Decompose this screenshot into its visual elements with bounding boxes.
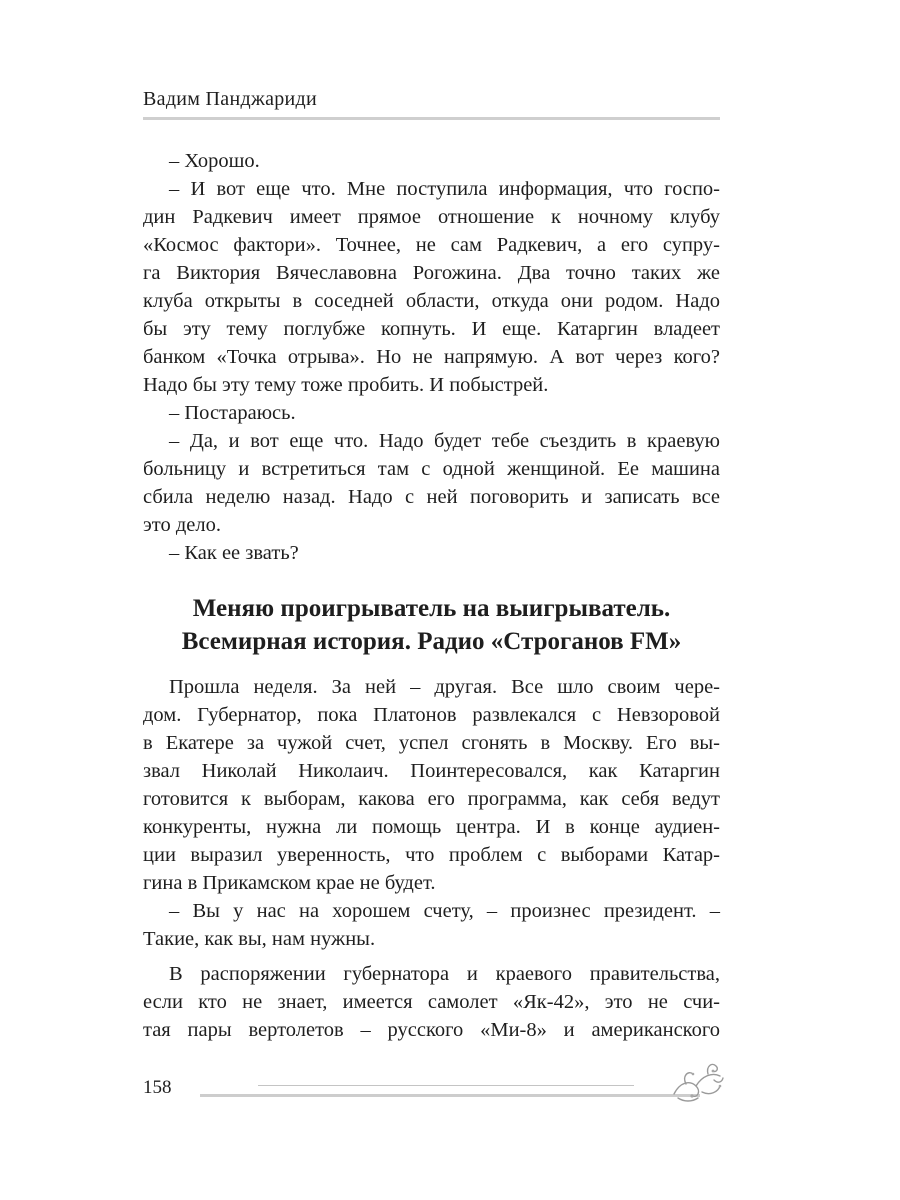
chapter-title-line-2: Всемирная история. Радио «Строганов FM» bbox=[181, 628, 682, 655]
text-line: бы эту тему поглубже копнуть. И еще. Катаргин владеет bbox=[143, 318, 720, 340]
text-line: банком «Точка отрыва». Но не напрямую. А вот через кого? bbox=[143, 346, 720, 368]
text-line: – Как ее звать? bbox=[169, 542, 299, 564]
text-line: ции выразил уверенность, что проблем с выборами Катар- bbox=[143, 844, 720, 866]
text-line: Прошла неделя. За ней – другая. Все шло своим чере- bbox=[169, 676, 720, 698]
page-number: 158 bbox=[143, 1077, 172, 1098]
text-line: тая пары вертолетов – русского «Ми-8» и американского bbox=[143, 1019, 720, 1041]
chapter-heading bbox=[143, 592, 720, 658]
text-line: сбила неделю назад. Надо с ней поговорить и записать все bbox=[143, 486, 720, 508]
text-line: в Екатере за чужой счет, успел сгонять в Москву. Его вы- bbox=[143, 732, 720, 754]
text-line: – И вот еще что. Мне поступила информация, что госпо- bbox=[169, 178, 720, 200]
text-line: – Вы у нас на хорошем счету, – произнес президент. – bbox=[169, 900, 720, 922]
dialogue-block bbox=[143, 147, 720, 567]
text-line: конкуренты, нужна ли помощь центра. И в конце аудиен- bbox=[143, 816, 720, 838]
header-rule bbox=[143, 117, 720, 120]
running-head-author: Вадим Панджариди bbox=[143, 88, 318, 110]
paragraph-block-2 bbox=[143, 960, 720, 1044]
floral-ornament-icon bbox=[668, 1058, 726, 1104]
text-line: дом. Губернатор, пока Платонов развлекался с Невзоровой bbox=[143, 704, 720, 726]
text-line: «Космос фактори». Точнее, не сам Радкевич, а его супру- bbox=[143, 234, 720, 256]
text-line: звал Николай Николаич. Поинтересовался, как Катаргин bbox=[143, 760, 720, 782]
text-line: если кто не знает, имеется самолет «Як-42», это не счи- bbox=[143, 991, 720, 1013]
text-line: В распоряжении губернатора и краевого правительства, bbox=[169, 963, 720, 985]
footer-rule-thin bbox=[258, 1085, 634, 1086]
text-line: – Постараюсь. bbox=[169, 402, 296, 424]
text-line: га Виктория Вячеславовна Рогожина. Два точно таких же bbox=[143, 262, 720, 284]
text-line: – Хорошо. bbox=[169, 150, 260, 172]
text-line: Такие, как вы, нам нужны. bbox=[143, 928, 376, 950]
paragraph-block-1 bbox=[143, 673, 720, 953]
text-line: гина в Прикамском крае не будет. bbox=[143, 872, 436, 894]
chapter-title-line-1: Меняю проигрыватель на выигрыватель. bbox=[192, 595, 671, 622]
footer-rule bbox=[200, 1094, 700, 1097]
text-line: готовится к выборам, какова его программа, как себя ведут bbox=[143, 788, 720, 810]
text-line: дин Радкевич имеет прямое отношение к ночному клубу bbox=[143, 206, 720, 228]
text-line: Надо бы эту тему тоже пробить. И побыстрей. bbox=[143, 374, 549, 396]
text-line: это дело. bbox=[143, 514, 221, 536]
text-line: больницу и встретиться там с одной женщиной. Ее машина bbox=[143, 458, 720, 480]
text-line: клуба открыты в соседней области, откуда они родом. Надо bbox=[143, 290, 720, 312]
text-line: – Да, и вот еще что. Надо будет тебе съездить в краевую bbox=[169, 430, 720, 452]
